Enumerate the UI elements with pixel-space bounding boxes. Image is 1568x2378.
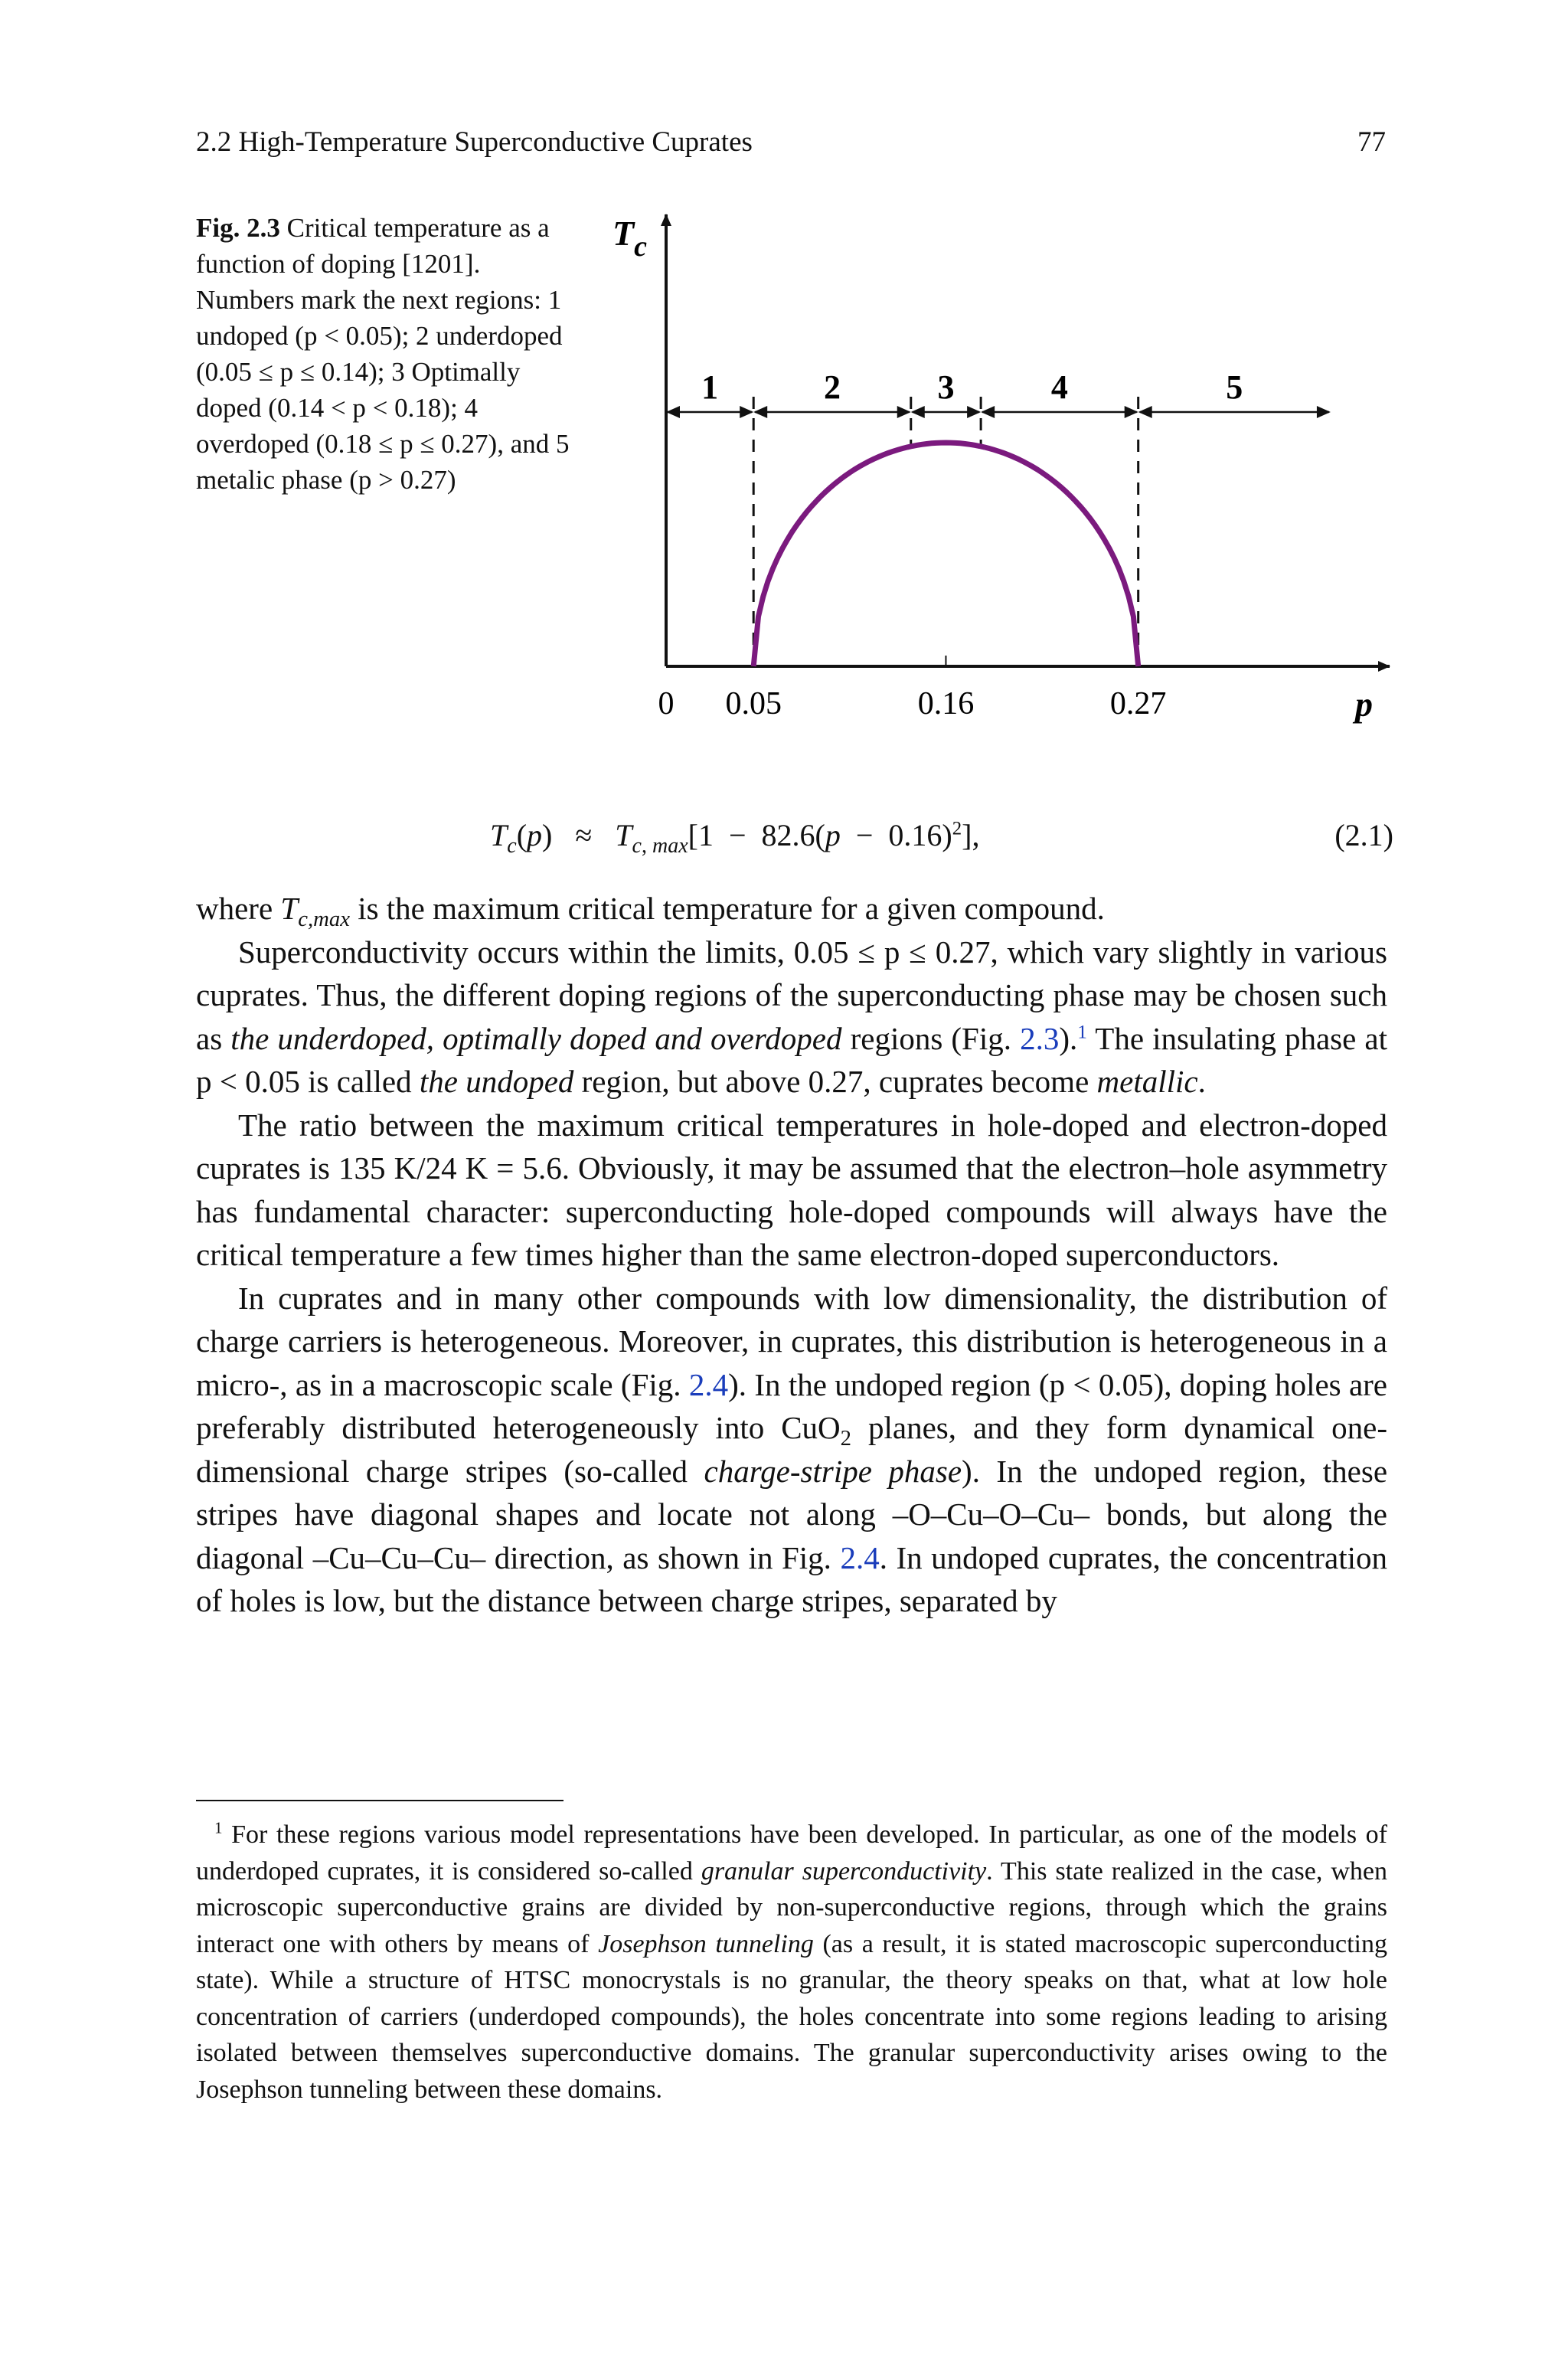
page-number: 77: [1357, 126, 1386, 158]
region-arrowhead: [740, 406, 753, 418]
region-arrowhead: [1138, 406, 1152, 418]
x-tick-label: 0.16: [917, 686, 975, 721]
equation-number: (2.1): [1334, 818, 1393, 852]
figure-link-2-4b[interactable]: 2.4: [840, 1539, 880, 1575]
region-number: 5: [1226, 368, 1243, 406]
y-axis-label: $T_c$: [612, 214, 647, 263]
x-tick-label: 0: [658, 686, 675, 721]
figure-link-2-4[interactable]: 2.4: [688, 1366, 729, 1402]
figure-link-2-3[interactable]: 2.3: [1020, 1020, 1060, 1056]
region-arrowhead: [1317, 406, 1331, 418]
region-arrowhead: [967, 406, 981, 418]
tc-doping-chart: [582, 207, 1409, 743]
region-arrowhead: [753, 406, 767, 418]
paragraph-3: The ratio between the maximum critical temperatures in hole-doped and electron-doped cuprates is 135 K/24 K = 5.6. Obviously, it may be assumed that the electron–hole asymmetry has fundamental character: superconducting hole-doped compounds will always have the critical temperature a few times higher than the same electron-doped superconductors.: [196, 1107, 1387, 1272]
footnote-1: $^1$ For these regions various model representations have been developed. In particular, as one of the models of underdoped cuprates, it is considered so-called granular superconductivity. This state realized in the case, when microscopic superconductive grains are divided by non-superconductive regions, through which the grains interact one with others by means of Josephson tunneling (as a result, it is stated macroscopic superconducting state). While a structure of HTSC monocrystals is no granular, the theory speaks on that, what at low hole concentration of carriers (underdoped compounds), the holes concentrate into some regions leading to arising isolated between themselves superconductive domains. The granular superconductivity arises owing to the Josephson tunneling between these domains.: [196, 1818, 1387, 2104]
region-arrowhead: [911, 406, 925, 418]
figure-tc-vs-doping: [582, 207, 1409, 743]
footnote-ref-1[interactable]: 1: [1077, 1020, 1087, 1042]
running-head: 2.2 High-Temperature Superconductive Cuprates: [196, 126, 753, 158]
region-number: 2: [823, 368, 841, 406]
footnote-mark: 1: [214, 1818, 223, 1837]
figure-label: Fig. 2.3: [196, 213, 280, 243]
figure-caption: [196, 210, 571, 498]
region-number: 4: [1050, 368, 1068, 406]
equation-lhs: $T_c(p)$: [490, 818, 553, 858]
figure-caption-text: Critical temperature as a function of doping [1201]. Numbers mark the next regions: 1 undoped (p < 0.05); 2 underdoped (0.05 ≤ p ≤ 0.14); 3 Optimally doped (0.14 < p < 0.18); 4 overdoped (0.18 ≤ p ≤ 0.27), and 5 metalic phase (p > 0.27): [196, 213, 570, 495]
region-arrowhead: [666, 406, 680, 418]
equation-rhs: $T_{c, max}[1 - 82.6(p - 0.16)^2]$,: [615, 818, 980, 858]
footnote-rule: [196, 1800, 564, 1801]
x-axis-label: p: [1355, 685, 1373, 724]
equation-approx: ≈: [575, 818, 593, 852]
body-text: [196, 887, 1387, 1623]
paragraph-1: where $T_{c,max}$ is the maximum critical temperature for a given compound.: [196, 891, 1105, 932]
region-arrowhead: [1125, 406, 1138, 418]
region-arrowhead: [897, 406, 911, 418]
region-arrowhead: [981, 406, 995, 418]
equation-2-1: [490, 809, 1393, 862]
tc-dome-curve: [753, 443, 1138, 666]
region-number: 3: [937, 368, 955, 406]
paragraph-4: In cuprates and in many other compounds with low dimensionality, the distribution of charge carriers is heterogeneous. Moreover, in cuprates, this distribution is heterogeneous in a micro-, as in a macroscopic scale (Fig. 2.4). In the undoped region (p < 0.05), doping holes are preferably distributed heterogeneously into CuO$_2$ planes, and they form dynamical one-dimensional charge stripes (so-called charge-stripe phase). In the undoped region, these stripes have diagonal shapes and locate not along –O–Cu–O–Cu– bonds, but along the diagonal –Cu–Cu–Cu– direction, as shown in Fig. 2.4. In undoped cuprates, the concentration of holes is low, but the distance between charge stripes, separated by: [196, 1280, 1388, 1618]
x-tick-label: 0.27: [1109, 686, 1167, 721]
x-tick-label: 0.05: [725, 686, 782, 721]
paragraph-2: Superconductivity occurs within the limits, 0.05 ≤ p ≤ 0.27, which vary slightly in various cuprates. Thus, the different doping regions of the superconducting phase may be chosen such as the underdoped, optimally doped and overdoped regions (Fig. 2.3).$^1$ The insulating phase at p < 0.05 is called the undoped region, but above 0.27, cuprates become metallic.: [196, 934, 1387, 1099]
region-number: 1: [701, 368, 719, 406]
